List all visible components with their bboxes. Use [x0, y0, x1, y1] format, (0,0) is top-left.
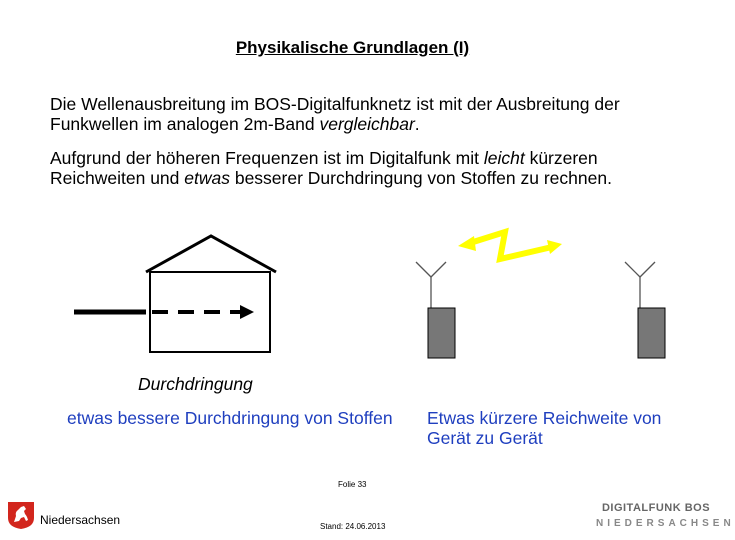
slide-date: Stand: 24.06.2013	[320, 522, 386, 531]
brand-line-1: DIGITALFUNK BOS	[601, 502, 711, 514]
paragraph-2-emphasis-some: etwas	[184, 168, 230, 188]
slide-title: Physikalische Grundlagen (I)	[235, 38, 470, 57]
slide-number: Folie 33	[338, 480, 367, 489]
brand-line-2: NIEDERSACHSEN	[596, 518, 735, 529]
radio-device-left-icon	[416, 262, 455, 358]
radio-device-right-icon	[625, 262, 665, 358]
paragraph-2-text-c: besserer Durchdringung von Stoffen zu rechnen.	[229, 168, 612, 188]
paragraph-1-end: .	[414, 114, 420, 134]
paragraph-1-emphasis: vergleichbar	[319, 114, 415, 134]
horse-crest-icon	[6, 500, 36, 530]
paragraph-2-emphasis-light: leicht	[483, 148, 525, 168]
state-name: Niedersachsen	[40, 513, 121, 527]
caption-range: Etwas kürzere Reichweite von Gerät zu Gerät	[427, 408, 662, 448]
paragraph-2-text-a: Aufgrund der höheren Frequenzen ist im Digitalfunk mit	[50, 148, 484, 168]
penetration-arrow-icon	[74, 305, 254, 319]
brand-logo	[596, 500, 735, 532]
house-icon	[146, 236, 276, 352]
paragraph-1-text: Die Wellenausbreitung im BOS-Digitalfunknetz ist mit der Ausbreitung der Funkwellen im analogen 2m-Band	[50, 94, 620, 134]
paragraph-2-text-b: kürzeren Reichweiten und	[50, 148, 598, 188]
penetration-label: Durchdringung	[138, 374, 253, 394]
radio-signal-icon	[458, 232, 562, 259]
caption-penetration: etwas bessere Durchdringung von Stoffen	[67, 408, 393, 428]
